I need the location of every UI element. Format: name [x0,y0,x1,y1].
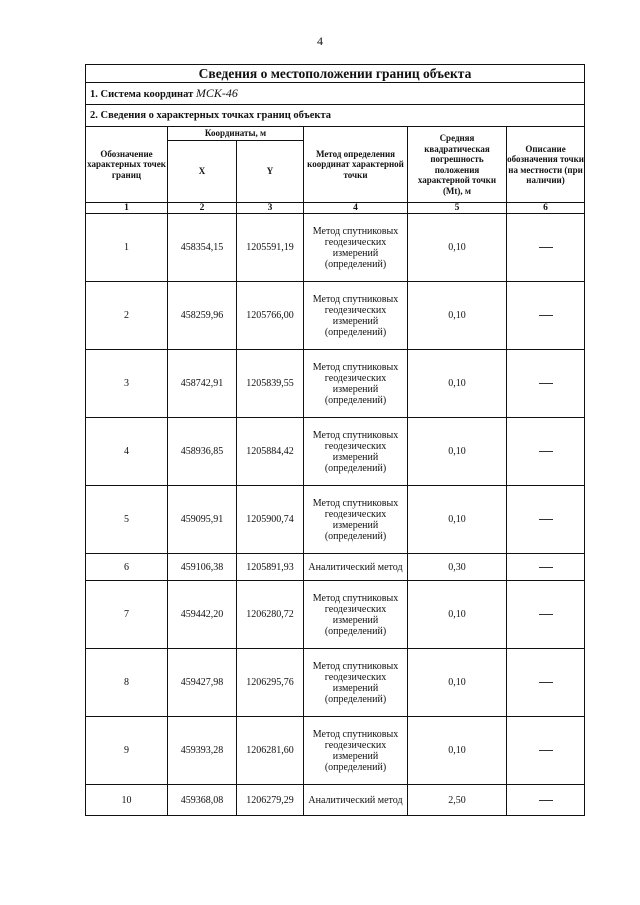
point-number-cell: 4 [86,418,168,486]
point-number-cell: 1 [86,214,168,282]
x-coordinate-cell: 458742,91 [168,350,237,418]
table-row [86,350,585,418]
error-cell: 0,10 [408,350,507,418]
error-cell: 0,10 [408,649,507,717]
x-coordinate-cell: 459393,28 [168,717,237,785]
description-cell [507,418,585,486]
table-row [86,214,585,282]
point-number-cell: 9 [86,717,168,785]
empty-dash-icon [539,750,553,751]
description-cell [507,486,585,554]
error-cell: 2,50 [408,785,507,816]
table-row [86,418,585,486]
method-cell: Метод спутниковых геодезических измерений (определений) [304,214,408,282]
error-cell: 0,10 [408,282,507,350]
coordinate-system-row [86,83,585,105]
table-row [86,486,585,554]
section-2-heading: 2. Сведения о характерных точках границ объекта [86,105,585,127]
point-number-cell: 2 [86,282,168,350]
header-method: Метод определения координат характерной точки [304,127,408,203]
coordinate-system-value: МСК-46 [195,85,238,100]
y-coordinate-cell: 1206280,72 [237,581,304,649]
error-cell: 0,10 [408,418,507,486]
method-cell: Аналитический метод [304,554,408,581]
x-coordinate-cell: 459442,20 [168,581,237,649]
description-cell [507,214,585,282]
empty-dash-icon [539,247,553,248]
table-row [86,282,585,350]
table-row [86,554,585,581]
empty-dash-icon [539,451,553,452]
x-coordinate-cell: 458259,96 [168,282,237,350]
boundary-points-table [85,64,585,816]
x-coordinate-cell: 459368,08 [168,785,237,816]
header-x: X [168,141,237,203]
y-coordinate-cell: 1205900,74 [237,486,304,554]
method-cell: Метод спутниковых геодезических измерений (определений) [304,350,408,418]
header-y: Y [237,141,304,203]
point-number-cell: 7 [86,581,168,649]
empty-dash-icon [539,614,553,615]
y-coordinate-cell: 1205891,93 [237,554,304,581]
x-coordinate-cell: 458354,15 [168,214,237,282]
empty-dash-icon [539,567,553,568]
header-description: Описание обозначения точки на местности (при наличии) [507,127,585,203]
x-coordinate-cell: 458936,85 [168,418,237,486]
point-number-cell: 6 [86,554,168,581]
empty-dash-icon [539,383,553,384]
error-cell: 0,10 [408,717,507,785]
table-row [86,717,585,785]
y-coordinate-cell: 1205884,42 [237,418,304,486]
description-cell [507,554,585,581]
y-coordinate-cell: 1206295,76 [237,649,304,717]
method-cell: Аналитический метод [304,785,408,816]
y-coordinate-cell: 1206279,29 [237,785,304,816]
method-cell: Метод спутниковых геодезических измерений (определений) [304,282,408,350]
error-cell: 0,30 [408,554,507,581]
description-cell [507,350,585,418]
column-number: 2 [168,203,237,214]
empty-dash-icon [539,315,553,316]
error-cell: 0,10 [408,486,507,554]
description-cell [507,717,585,785]
table-row [86,785,585,816]
description-cell [507,282,585,350]
point-number-cell: 5 [86,486,168,554]
y-coordinate-cell: 1206281,60 [237,717,304,785]
header-coordinates: Координаты, м [168,127,304,141]
table-row [86,649,585,717]
point-number-cell: 8 [86,649,168,717]
y-coordinate-cell: 1205591,19 [237,214,304,282]
page-number: 4 [317,34,323,48]
description-cell [507,581,585,649]
empty-dash-icon [539,800,553,801]
method-cell: Метод спутниковых геодезических измерений (определений) [304,717,408,785]
column-number: 4 [304,203,408,214]
header-designation: Обозначение характерных точек границ [86,127,168,203]
error-cell: 0,10 [408,581,507,649]
table-title: Сведения о местоположении границ объекта [86,65,585,83]
method-cell: Метод спутниковых геодезических измерений (определений) [304,418,408,486]
header-error: Средняя квадратическая погрешность положения характерной точки (Mt), м [408,127,507,203]
description-cell [507,785,585,816]
method-cell: Метод спутниковых геодезических измерений (определений) [304,581,408,649]
y-coordinate-cell: 1205766,00 [237,282,304,350]
table-row [86,581,585,649]
method-cell: Метод спутниковых геодезических измерений (определений) [304,649,408,717]
coordinate-system-label: 1. Система координат [90,88,194,100]
empty-dash-icon [539,682,553,683]
y-coordinate-cell: 1205839,55 [237,350,304,418]
empty-dash-icon [539,519,553,520]
column-number: 3 [237,203,304,214]
x-coordinate-cell: 459427,98 [168,649,237,717]
point-number-cell: 10 [86,785,168,816]
error-cell: 0,10 [408,214,507,282]
column-number: 1 [86,203,168,214]
x-coordinate-cell: 459095,91 [168,486,237,554]
x-coordinate-cell: 459106,38 [168,554,237,581]
point-number-cell: 3 [86,350,168,418]
method-cell: Метод спутниковых геодезических измерений (определений) [304,486,408,554]
description-cell [507,649,585,717]
column-number: 6 [507,203,585,214]
column-number: 5 [408,203,507,214]
